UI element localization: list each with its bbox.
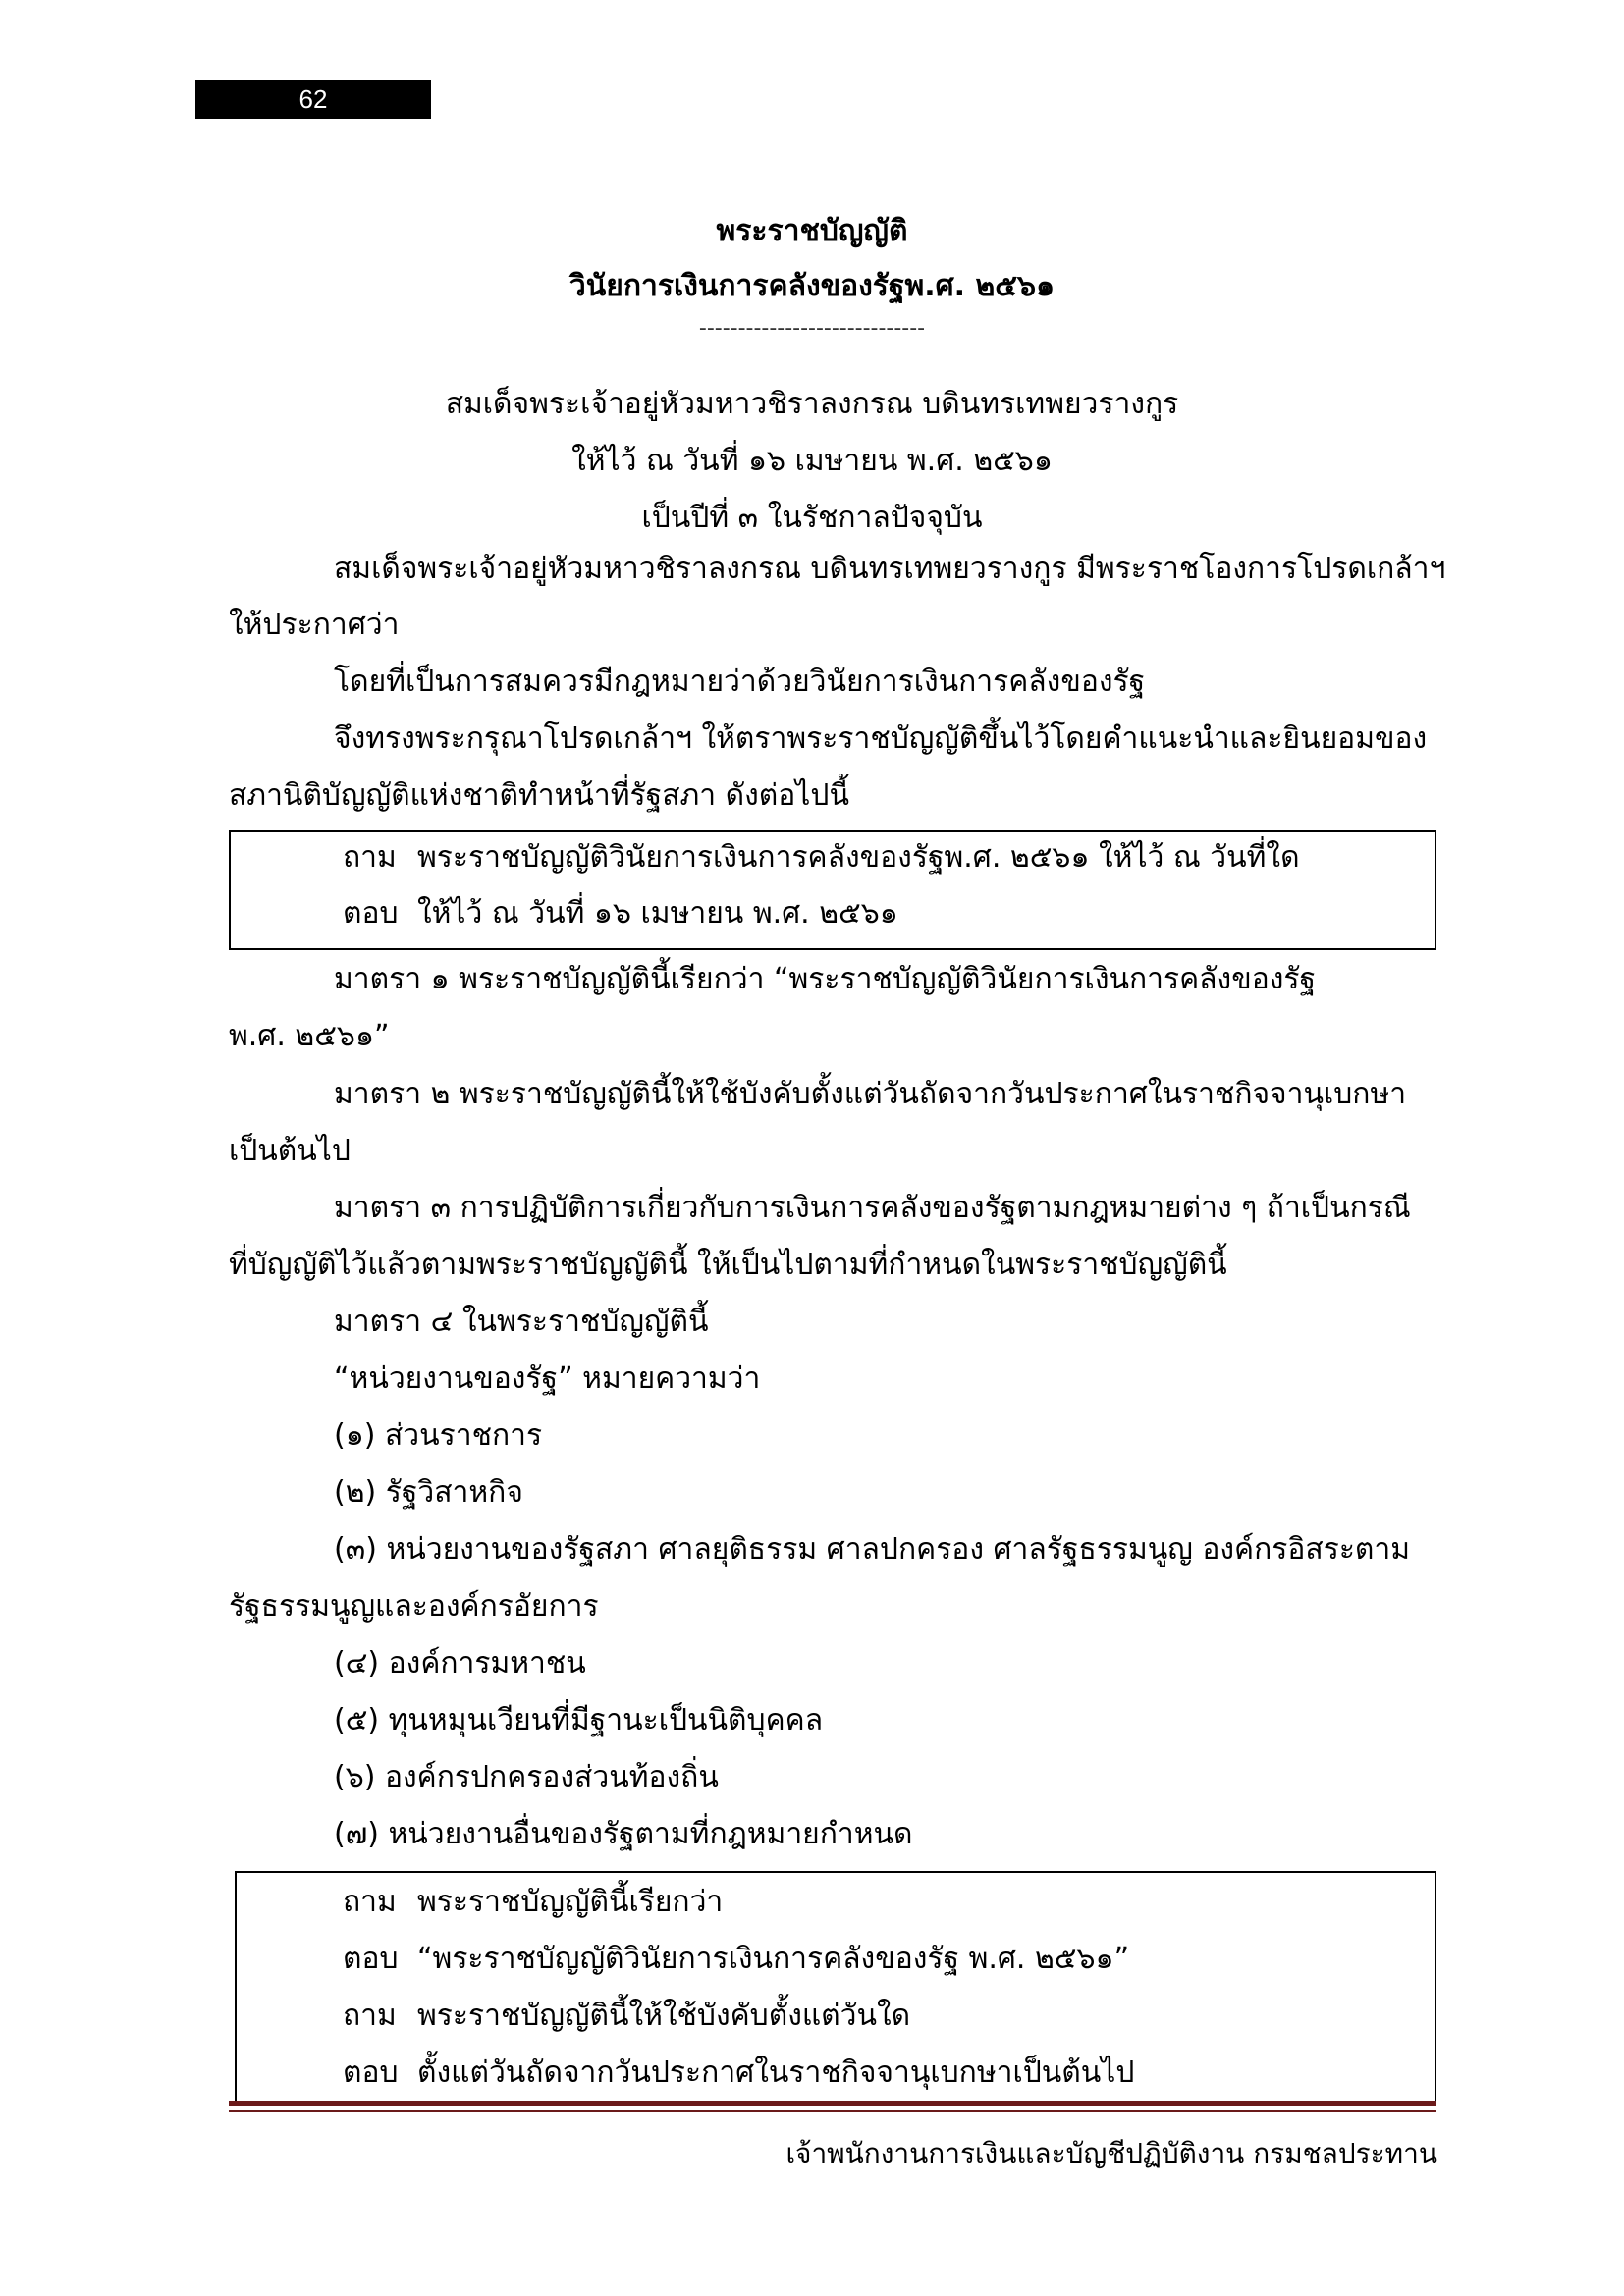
section-2-line-1: มาตรา ๒ พระราชบัญญัตินี้ให้ใช้บังคับตั้งแต่วันถัดจากวันประกาศในราชกิจจานุเบกษา xyxy=(334,1077,1407,1111)
qa-question-text: พระราชบัญญัตินี้เรียกว่า xyxy=(417,1885,724,1919)
enactment-line-1: จึงทรงพระกรุณาโปรดเกล้าฯ ให้ตราพระราชบัญญัติขึ้นไว้โดยคำแนะนำและยินยอมของ xyxy=(334,721,1428,756)
qa-question-label: ถาม xyxy=(343,1999,397,2033)
section-2-line-2: เป็นต้นไป xyxy=(229,1134,351,1168)
qa-answer-text: ตั้งแต่วันถัดจากวันประกาศในราชกิจจานุเบกษาเป็นต้นไป xyxy=(417,2056,1135,2090)
title-separator: ----------------------------- xyxy=(698,316,926,341)
qa-question-label: ถาม xyxy=(343,840,397,875)
preamble-line-1: สมเด็จพระเจ้าอยู่หัวมหาวชิราลงกรณ บดินทรเทพยวรางกูร มีพระราชโองการโปรดเกล้าฯ xyxy=(334,552,1446,586)
definition-item-3-line-2: รัฐธรรมนูญและองค์กรอัยการ xyxy=(229,1589,599,1624)
act-title: พระราชบัญญัติ xyxy=(716,214,908,248)
preamble-reason: โดยที่เป็นการสมควรมีกฎหมายว่าด้วยวินัยการเงินการคลังของรัฐ xyxy=(334,665,1146,699)
definition-item-6: (๖) องค์กรปกครองส่วนท้องถิ่น xyxy=(334,1760,719,1794)
section-3-line-1: มาตรา ๓ การปฏิบัติการเกี่ยวกับการเงินการคลังของรัฐตามกฎหมายต่าง ๆ ถ้าเป็นกรณี xyxy=(334,1191,1411,1225)
definition-item-3-line-1: (๓) หน่วยงานของรัฐสภา ศาลยุติธรรม ศาลปกครอง ศาลรัฐธรรมนูญ องค์กรอิสระตาม xyxy=(334,1532,1411,1567)
qa-box-1 xyxy=(229,830,1436,950)
section-1-line-2: พ.ศ. ๒๕๖๑” xyxy=(229,1019,390,1053)
preamble-line-2: ให้ประกาศว่า xyxy=(229,608,400,642)
qa-question-text: พระราชบัญญัตินี้ให้ใช้บังคับตั้งแต่วันใด xyxy=(417,1999,911,2033)
qa-answer-label: ตอบ xyxy=(343,896,399,931)
qa-answer-text: “พระราชบัญญัติวินัยการเงินการคลังของรัฐ พ.ศ. ๒๕๖๑” xyxy=(417,1942,1130,1976)
page-number: 62 xyxy=(195,80,431,119)
qa-answer-label: ตอบ xyxy=(343,1942,399,1976)
section-3-line-2: ที่บัญญัติไว้แล้วตามพระราชบัญญัตินี้ ให้เป็นไปตามที่กำหนดในพระราชบัญญัตินี้ xyxy=(229,1248,1227,1282)
definition-item-1: (๑) ส่วนราชการ xyxy=(334,1418,543,1453)
section-1-line-1: มาตรา ๑ พระราชบัญญัตินี้เรียกว่า “พระราชบัญญัติวินัยการเงินการคลังของรัฐ xyxy=(334,962,1317,996)
qa-question-text: พระราชบัญญัติวินัยการเงินการคลังของรัฐพ.ศ. ๒๕๖๑ ให้ไว้ ณ วันที่ใด xyxy=(417,840,1300,875)
footer-text: เจ้าพนักงานการเงินและบัญชีปฏิบัติงาน กรมชลประทาน xyxy=(785,2137,1437,2169)
definition-item-2: (๒) รัฐวิสาหกิจ xyxy=(334,1475,523,1510)
qa-answer-text: ให้ไว้ ณ วันที่ ๑๖ เมษายน พ.ศ. ๒๕๖๑ xyxy=(417,896,898,931)
definition-item-4: (๔) องค์การมหาชน xyxy=(334,1646,586,1681)
section-4: มาตรา ๔ ในพระราชบัญญัตินี้ xyxy=(334,1305,709,1339)
enactment-line-2: สภานิติบัญญัติแห่งชาติทำหน้าที่รัฐสภา ดังต่อไปนี้ xyxy=(229,778,849,813)
definition-heading: “หน่วยงานของรัฐ” หมายความว่า xyxy=(334,1362,761,1396)
act-subtitle: วินัยการเงินการคลังของรัฐพ.ศ. ๒๕๖๑ xyxy=(568,269,1056,303)
qa-question-label: ถาม xyxy=(343,1885,397,1919)
footer-rule-thick xyxy=(229,2101,1436,2106)
qa-box-2 xyxy=(235,1871,1436,2103)
given-date: ให้ไว้ ณ วันที่ ๑๖ เมษายน พ.ศ. ๒๕๖๑ xyxy=(571,444,1053,478)
qa-answer-label: ตอบ xyxy=(343,2056,399,2090)
reign-year: เป็นปีที่ ๓ ในรัชกาลปัจจุบัน xyxy=(641,501,983,535)
definition-item-5: (๕) ทุนหมุนเวียนที่มีฐานะเป็นนิติบุคคล xyxy=(334,1703,824,1737)
king-name: สมเด็จพระเจ้าอยู่หัวมหาวชิราลงกรณ บดินทรเทพยวรางกูร xyxy=(445,387,1179,421)
footer-rule-thin xyxy=(229,2110,1436,2112)
definition-item-7: (๗) หน่วยงานอื่นของรัฐตามที่กฎหมายกำหนด xyxy=(334,1817,913,1851)
